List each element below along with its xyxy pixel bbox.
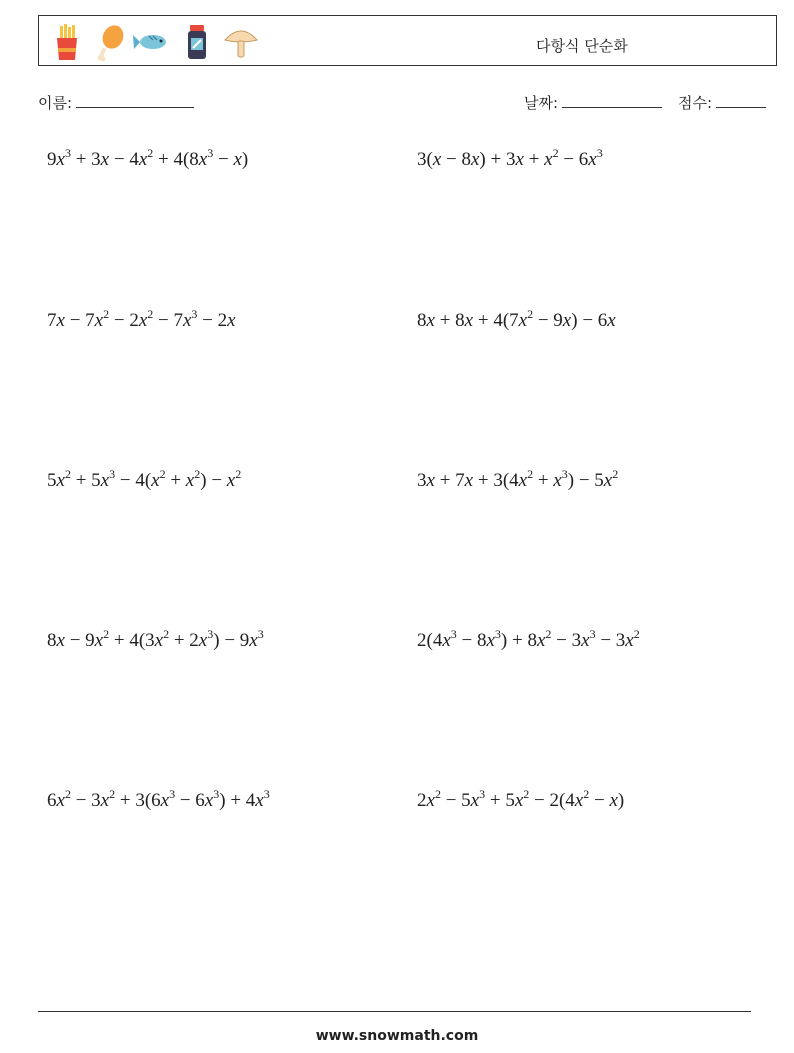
score-label: 점수: [678, 94, 713, 112]
problem-5: $5x^2 + 5x^3 - 4(x^2 + x^2) - x^2$ [47, 467, 242, 491]
mushroom-icon [221, 22, 261, 62]
name-label: 이름: [38, 94, 73, 112]
fries-icon [47, 22, 87, 62]
problem-3: $7x - 7x^2 - 2x^2 - 7x^3 - 2x$ [47, 307, 236, 331]
date-label: 날짜: [524, 94, 559, 112]
date-field [524, 92, 662, 113]
footer-divider [38, 1011, 751, 1012]
problem-4: $8x + 8x + 4(7x^2 - 9x) - 6x$ [417, 307, 616, 331]
problem-7: $8x - 9x^2 + 4(3x^2 + 2x^3) - 9x^3$ [47, 627, 264, 651]
name-field [38, 92, 194, 113]
problem-10: $2x^2 - 5x^3 + 5x^2 - 2(4x^2 - x)$ [417, 787, 625, 811]
problem-9: $6x^2 - 3x^2 + 3(6x^3 - 6x^3) + 4x^3$ [47, 787, 270, 811]
problem-1: $9x^3 + 3x - 4x^2 + 4(8x^3 - x)$ [47, 146, 249, 170]
jar-icon [177, 22, 217, 62]
problem-6: $3x + 7x + 3(4x^2 + x^3) - 5x^2$ [417, 467, 619, 491]
problem-8: $2(4x^3 - 8x^3) + 8x^2 - 3x^3 - 3x^2$ [417, 627, 640, 651]
date-line[interactable] [562, 93, 662, 108]
score-field [678, 92, 766, 113]
name-line[interactable] [76, 93, 194, 108]
fish-icon [131, 22, 171, 62]
header-box [38, 15, 777, 66]
problem-2: $3(x - 8x) + 3x + x^2 - 6x^3$ [417, 146, 603, 170]
drumstick-icon [89, 22, 129, 62]
worksheet-title: 다항식 단순화 [536, 37, 628, 55]
score-line[interactable] [716, 93, 766, 108]
footer-url: www.snowmath.com [315, 1028, 479, 1044]
